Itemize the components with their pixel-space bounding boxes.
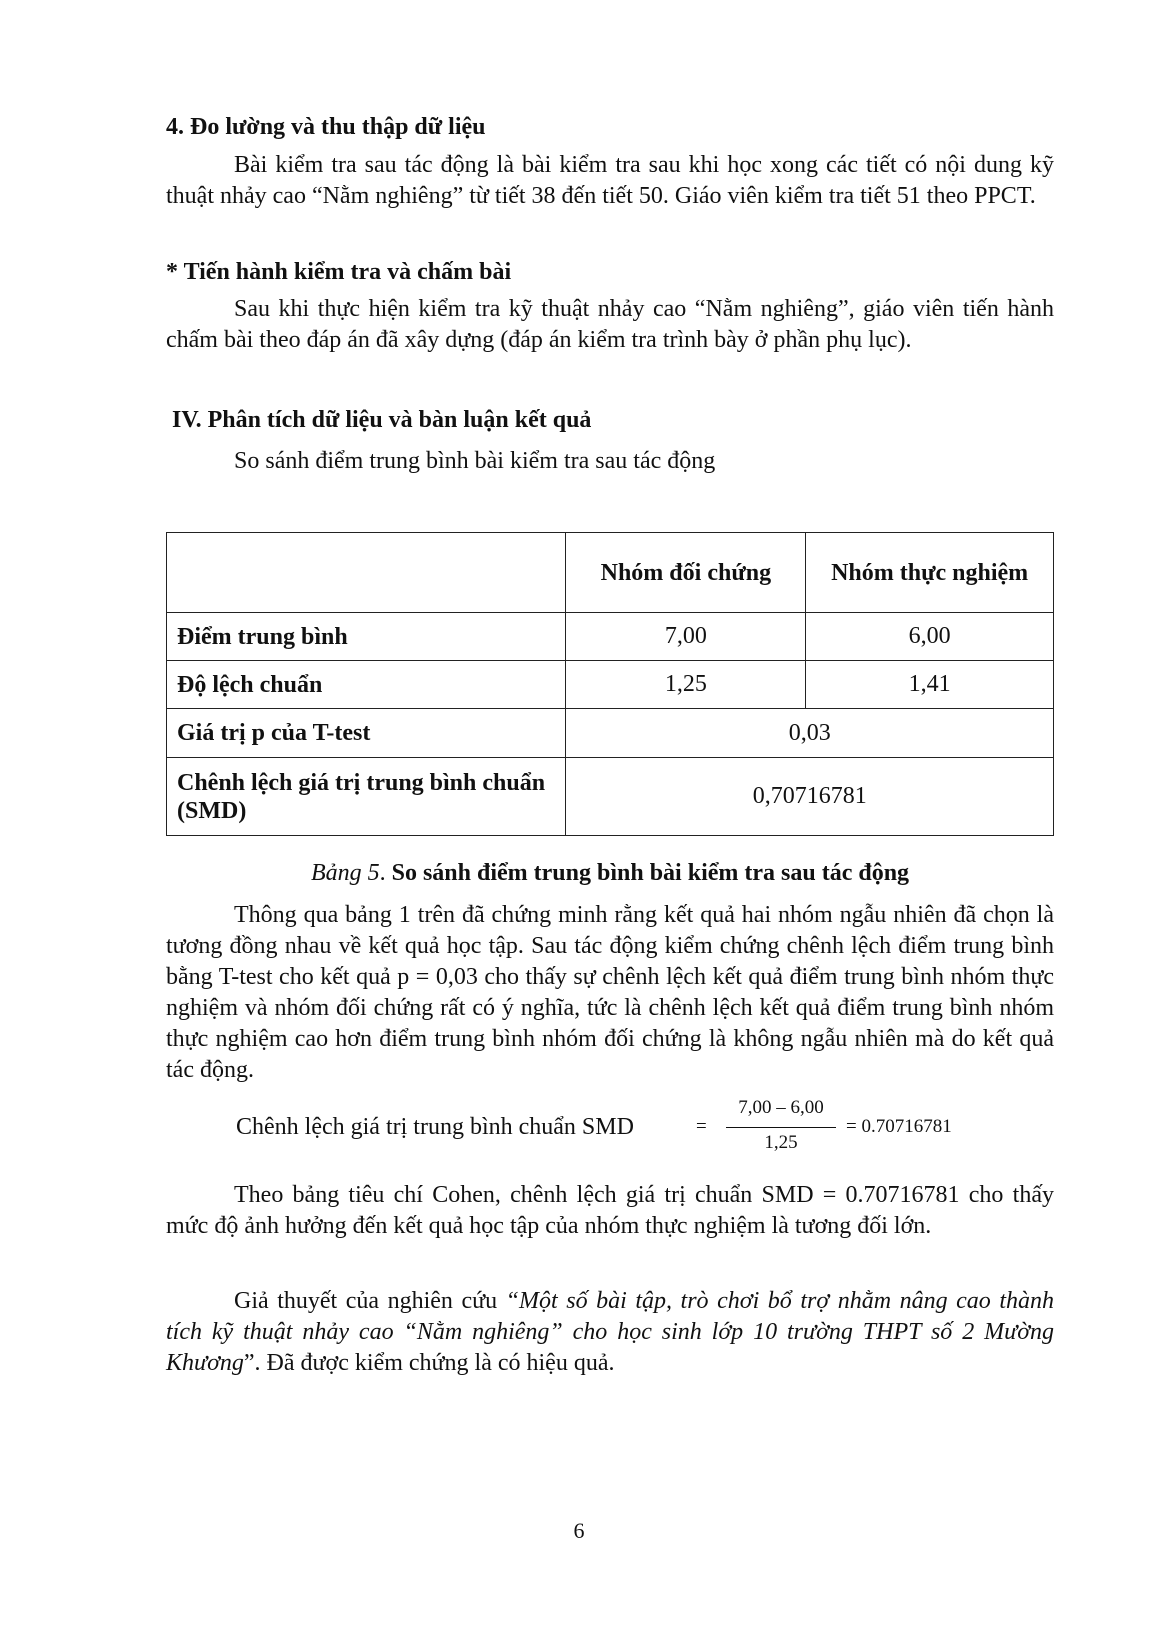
table-intro-text: So sánh điểm trung bình bài kiểm tra sau tác động <box>234 448 716 474</box>
section-4-paragraph: Bài kiểm tra sau tác động là bài kiểm tra sau khi học xong các tiết có nội dung kỹ thuật nhảy cao “Nằm nghiêng” từ tiết 38 đến tiết 50. Giáo viên kiểm tra tiết 51 theo PPCT. <box>166 152 1054 209</box>
analysis-paragraph: Thông qua bảng 1 trên đã chứng minh rằng kết quả hai nhóm ngẫu nhiên đã chọn là tương đồng nhau về kết quả học tập. Sau tác động kiểm chứng chênh lệch điểm trung bình bằng T-test cho kết quả p = 0,03 cho thấy sự chênh lệch kết quả điểm trung bình nhóm thực nghiệm và nhóm đối chứng rất có ý nghĩa, tức là chênh lệch kết quả điểm trung bình nhóm thực nghiệm cao hơn điểm trung bình nhóm đối chứng là không ngẫu nhiên mà do kết quả tác động. <box>166 902 1054 1083</box>
research-title: “Một số bài tập, trò chơi bổ trợ nhằm nâng cao thành tích kỹ thuật nhảy cao “Nằm nghiêng” cho học sinh lớp 10 trường THPT số 2 Mường Khương <box>166 1288 1054 1376</box>
table-header-experimental: Nhóm thực nghiệm <box>806 533 1054 613</box>
table-header-row <box>167 533 1054 613</box>
experimental-value: 6,00 <box>806 613 1054 661</box>
formula-result: = 0.70716781 <box>846 1116 952 1137</box>
cohen-paragraph: Theo bảng tiêu chí Cohen, chênh lệch giá trị chuẩn SMD = 0.70716781 cho thấy mức độ ảnh hưởng đến kết quả học tập của nhóm thực nghiệm là tương đối lớn. <box>166 1182 1054 1239</box>
section-4-heading: 4. Đo lường và thu thập dữ liệu <box>166 114 486 140</box>
formula-denominator: 1,25 <box>764 1132 798 1153</box>
table-header-control: Nhóm đối chứng <box>566 533 806 613</box>
caption-separator: . <box>379 860 392 886</box>
formula-numerator: 7,00 – 6,00 <box>738 1097 824 1118</box>
grading-paragraph: Sau khi thực hiện kiểm tra kỹ thuật nhảy cao “Nằm nghiêng”, giáo viên tiến hành chấm bài theo đáp án đã xây dựng (đáp án kiểm tra trình bày ở phần phụ lục). <box>166 296 1054 353</box>
table-caption <box>166 858 1054 888</box>
experimental-value: 1,41 <box>806 661 1054 709</box>
table-header-empty <box>167 533 566 613</box>
test-grading-subheading: * Tiến hành kiểm tra và chấm bài <box>166 259 512 285</box>
formula-label: Chênh lệch giá trị trung bình chuẩn SMD <box>236 1114 634 1140</box>
row-label: Độ lệch chuẩn <box>167 661 566 709</box>
page-number: 6 <box>573 1518 585 1543</box>
hypothesis-suffix: ”. Đã được kiểm chứng là có hiệu quả. <box>243 1350 615 1376</box>
row-label: Điểm trung bình <box>167 613 566 661</box>
control-value: 1,25 <box>566 661 806 709</box>
caption-text: So sánh điểm trung bình bài kiểm tra sau tác động <box>391 860 910 886</box>
table-row <box>167 613 1054 661</box>
table-row <box>167 661 1054 709</box>
formula-equals: = <box>696 1116 707 1137</box>
hypothesis-paragraph <box>166 1286 1054 1379</box>
caption-prefix: Bảng 5 <box>310 860 380 886</box>
section-iv-heading: IV. Phân tích dữ liệu và bàn luận kết quả <box>172 407 592 433</box>
table-row-ttest <box>167 709 1054 758</box>
results-table <box>166 532 1054 836</box>
smd-value: 0,70716781 <box>566 758 1054 836</box>
table-row-smd <box>167 758 1054 836</box>
fraction-bar <box>726 1127 836 1128</box>
control-value: 7,00 <box>566 613 806 661</box>
ttest-value: 0,03 <box>566 709 1054 758</box>
smd-label: Chênh lệch giá trị trung bình chuẩn (SMD) <box>167 758 566 836</box>
ttest-label: Giá trị p của T-test <box>167 709 566 758</box>
hypothesis-prefix: Giả thuyết của nghiên cứu <box>234 1288 506 1314</box>
